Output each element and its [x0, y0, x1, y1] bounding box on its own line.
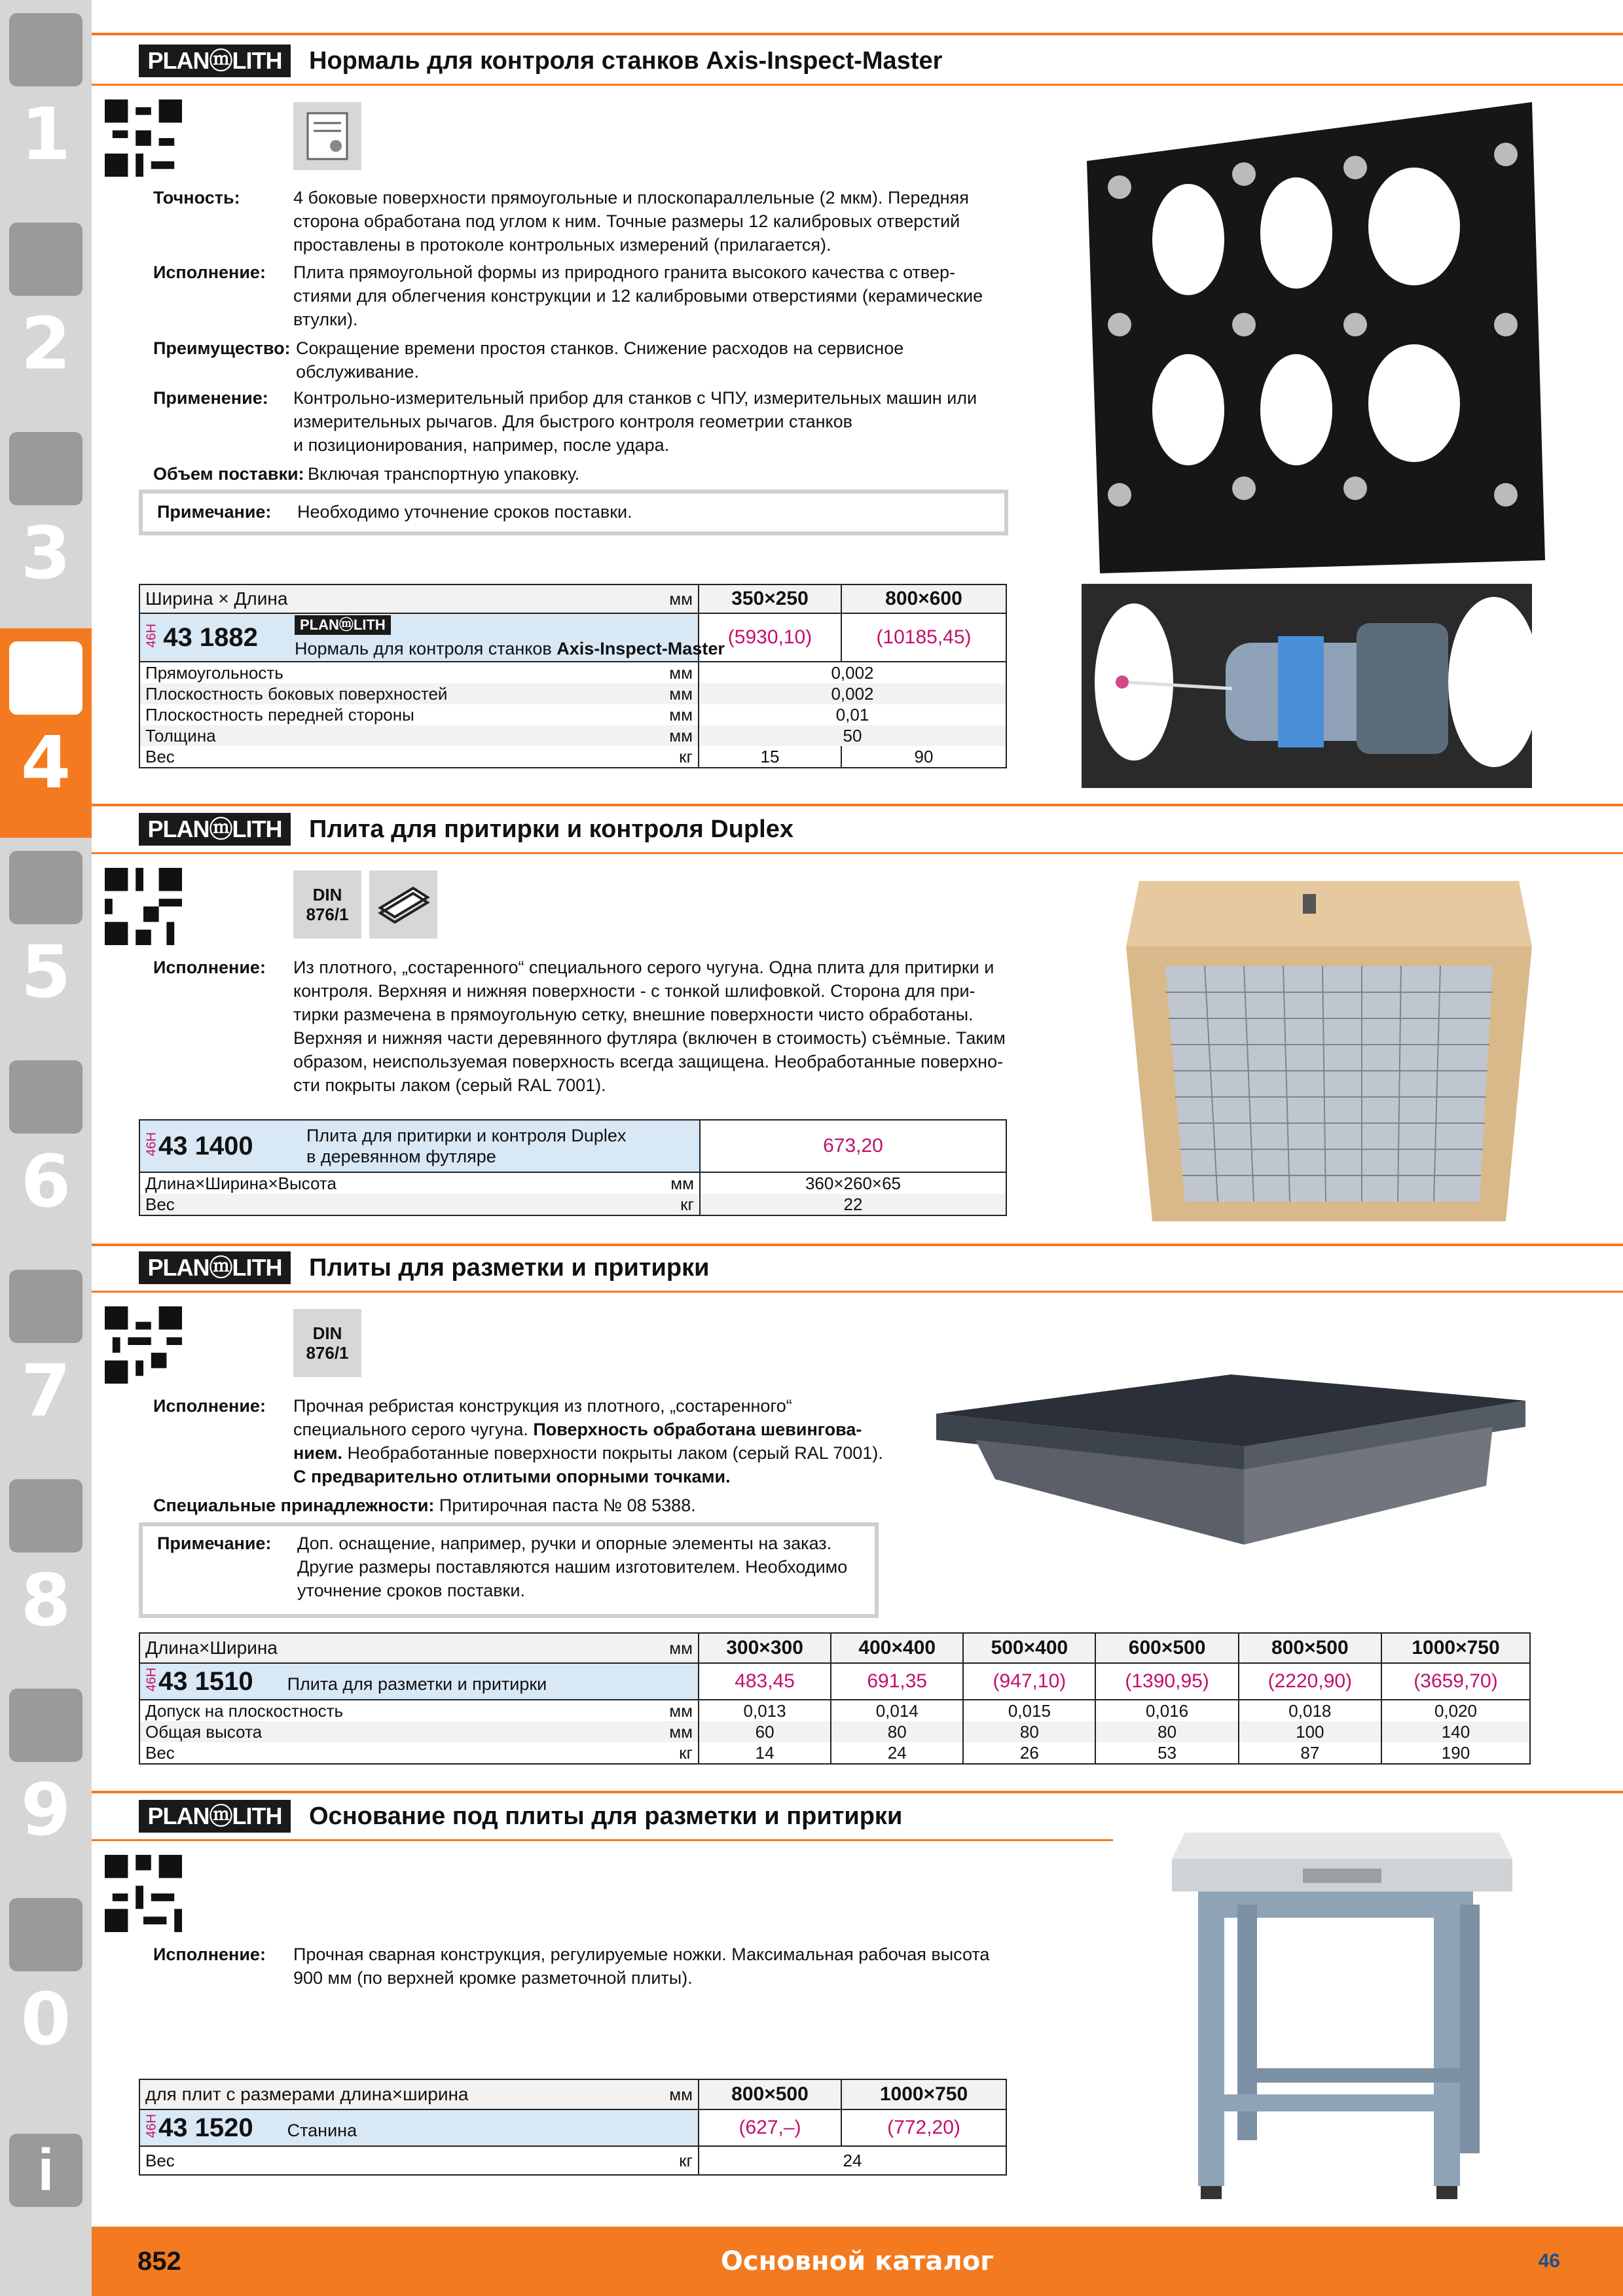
chapter-tab-4[interactable]	[0, 628, 92, 838]
section-title: Нормаль для контроля станков Axis-Inspect-Master	[309, 47, 943, 75]
spec-row-value: 0,020	[1381, 1700, 1530, 1721]
spec-text-advantage: Сокращение времени простоя станков. Снижение расходов на сервисное обслуживание.	[296, 338, 904, 382]
size-header: 600×500	[1095, 1633, 1238, 1663]
insert-icon	[9, 223, 82, 296]
catalog-tag: 46H	[144, 2113, 159, 2138]
size-header: 400×400	[831, 1633, 963, 1663]
spec-text-scope: Включая транспортную упаковку.	[308, 464, 580, 484]
size-header: 800×500	[1239, 1633, 1381, 1663]
chapter-number: 2	[20, 302, 71, 386]
product-image-stand	[1172, 1820, 1512, 2212]
spec-label: Объем поставки:	[153, 464, 304, 484]
chapter-number: 7	[20, 1349, 71, 1433]
article-cell	[139, 613, 725, 662]
spec-row-label: Длина×Ширина×Высота	[145, 1174, 337, 1193]
spec-row-label: Вес	[139, 2146, 609, 2175]
size-header: 350×250	[699, 584, 841, 613]
spec-row-value: 190	[1381, 1742, 1530, 1764]
spec-row	[139, 1172, 700, 1194]
spec-row-unit: кг	[609, 746, 699, 768]
chapter-tab-1[interactable]	[0, 0, 92, 209]
chapter-tab-8[interactable]	[0, 1466, 92, 1676]
catalog-tag: 46H	[144, 1132, 159, 1157]
spec-row-value: 80	[831, 1721, 963, 1742]
chapter-number: 6	[20, 1139, 71, 1223]
chapter-tab-info[interactable]	[0, 2094, 92, 2225]
spec-text-accuracy: 4 боковые поверхности прямоугольные и плоскопараллельные (2 мкм). Передняя сторона обработана под углом к ним. Точные размеры 12 калибровых отверстий проставлены в протоколе контрольных измерений (прилагается).	[293, 188, 969, 255]
section-divider	[92, 33, 1623, 35]
product-name: Плита для разметки и притирки	[287, 1674, 547, 1694]
spec-row-value: 360×260×65	[700, 1172, 1006, 1194]
spec-row-value: 22	[700, 1194, 1006, 1215]
chapter-number: 3	[20, 511, 71, 595]
spec-row-label: Плоскостность боковых поверхностей	[139, 683, 609, 704]
planolith-logo: PLANⓜLITH	[139, 1251, 291, 1284]
spec-row-value: 14	[699, 1742, 831, 1764]
article-number[interactable]: 43 1510	[158, 1666, 253, 1696]
planolith-logo: PLANⓜLITH	[139, 813, 291, 846]
safety-icon	[9, 1898, 82, 1971]
section-title: Плиты для разметки и притирки	[309, 1254, 710, 1282]
spec-text-exec: Прочная сварная конструкция, регулируемые ножки. Максимальная рабочая высота 900 мм (по верхней кромке разметочной плиты).	[293, 1945, 990, 1988]
chapter-tab-3[interactable]	[0, 419, 92, 628]
article-cell	[139, 1663, 699, 1700]
caliper-icon	[9, 641, 82, 715]
spec-row-unit: мм	[669, 705, 693, 725]
chapter-tab-9[interactable]	[0, 1676, 92, 1885]
product-image-axis-inspect-master	[1080, 102, 1552, 573]
article-number[interactable]: 43 1882	[163, 622, 258, 652]
chapter-tab-5[interactable]	[0, 838, 92, 1047]
spec-table-431882	[139, 584, 1007, 768]
page-footer	[92, 2227, 1623, 2296]
spec-row-value: 0,002	[699, 683, 1006, 704]
spec-row	[139, 1194, 700, 1215]
size-header: 500×400	[963, 1633, 1095, 1663]
cabinet-icon	[9, 1689, 82, 1762]
price: (627,–)	[699, 2109, 841, 2146]
spec-table-431520	[139, 2079, 1007, 2176]
note-label: Примечание:	[157, 502, 272, 522]
spec-row-label: Вес	[145, 1194, 175, 1214]
size-header: 800×600	[841, 584, 1006, 613]
price: 673,20	[700, 1120, 1006, 1172]
section-divider	[92, 852, 1623, 854]
price: 483,45	[699, 1663, 831, 1700]
note-box	[139, 490, 1008, 535]
spec-row-label: Общая высота	[139, 1721, 609, 1742]
price: (2220,90)	[1239, 1663, 1381, 1700]
note-box	[139, 1522, 879, 1618]
spec-table-431510	[139, 1632, 1531, 1765]
price: (3659,70)	[1381, 1663, 1530, 1700]
price: (947,10)	[963, 1663, 1095, 1700]
spec-label: Применение:	[153, 388, 268, 408]
info-icon	[9, 2134, 82, 2207]
spec-row-unit: кг	[680, 1194, 694, 1214]
price: (5930,10)	[699, 613, 841, 662]
note-text: Доп. оснащение, например, ручки и опорные элементы на заказ. Другие размеры поставляются нашим изготовителем. Необходимо уточнение сроков поставки.	[297, 1534, 848, 1600]
spec-row-value: 26	[963, 1742, 1095, 1764]
section-divider	[92, 1291, 1623, 1293]
spec-row-value: 0,013	[699, 1700, 831, 1721]
spec-row-unit: кг	[609, 2146, 699, 2175]
drill-icon	[9, 13, 82, 86]
section-title: Плита для притирки и контроля Duplex	[309, 816, 793, 843]
qr-code-icon[interactable]	[105, 1855, 182, 1932]
table-unit: мм	[609, 584, 699, 613]
chapter-number: 4	[20, 721, 71, 804]
spec-row-value: 87	[1239, 1742, 1381, 1764]
spec-row-value: 0,015	[963, 1700, 1095, 1721]
chapter-tab-2[interactable]	[0, 209, 92, 419]
spec-row-unit: мм	[669, 1701, 693, 1721]
planolith-logo-small: PLANⓜLITH	[295, 615, 391, 635]
spec-label: Исполнение:	[153, 1945, 266, 1964]
chapter-number: 8	[20, 1558, 71, 1642]
spec-row-value: 100	[1239, 1721, 1381, 1742]
spec-row-value: 80	[1095, 1721, 1238, 1742]
price: (1390,95)	[1095, 1663, 1238, 1700]
certificate-icon	[293, 102, 361, 170]
note-label: Примечание:	[157, 1534, 272, 1553]
catalog-title: Основной каталог	[720, 2246, 994, 2276]
product-image-surface-plate	[930, 1374, 1532, 1551]
din-badge: DIN 876/1	[293, 870, 361, 939]
table-unit: мм	[609, 2079, 699, 2109]
section-divider	[92, 1244, 1623, 1246]
planolith-logo: PLANⓜLITH	[139, 45, 291, 77]
chapter-tab-0[interactable]	[0, 1885, 92, 2094]
section-divider	[92, 1791, 1623, 1793]
spec-row-value: 140	[1381, 1721, 1530, 1742]
catalog-tag: 46H	[144, 1667, 159, 1692]
size-header: 1000×750	[1381, 1633, 1530, 1663]
size-header: 800×500	[699, 2079, 841, 2109]
saw-blade-icon	[9, 851, 82, 924]
section-title: Основание под плиты для разметки и притирки	[309, 1803, 903, 1830]
spec-text-exec: Плита прямоугольной формы из природного гранита высокого качества с отвер- стиями для облегчения конструкции и 12 калибровыми отверстиями (керамические втулки).	[293, 262, 983, 329]
spec-row-unit: мм	[609, 1721, 699, 1742]
price: 691,35	[831, 1663, 963, 1700]
spec-row-label: Толщина	[139, 725, 609, 746]
section-divider	[92, 1839, 1113, 1841]
spec-text-exec: Из плотного, „состаренного“ специального серого чугуна. Одна плита для притирки и контроля. Верхняя и нижняя поверхности - с тонкой шлифовкой. Сторона для при- тирки размечена в прямоугольную сетку, внешние поверхности чисто обработаны. Верхняя и нижняя части деревянного футляра (включен в стоимость) съёмные. Таким образом, неиспользуемая поверхность всегда защищена. Необработанные поверхно- сти покрыты лаком (серый RAL 7001).	[293, 958, 1006, 1095]
spec-row-label: Прямоугольность	[139, 662, 609, 683]
chuck-icon	[9, 432, 82, 505]
wrench-icon	[9, 1060, 82, 1134]
spec-label: Исполнение:	[153, 958, 266, 977]
article-cell	[139, 1120, 301, 1172]
spec-row-unit: мм	[609, 683, 699, 704]
spec-accessories: Специальные принадлежности: Притирочная паста № 08 5388.	[153, 1496, 696, 1515]
chapter-number: 1	[20, 92, 71, 176]
spec-row-unit: мм	[669, 663, 693, 683]
spec-row-value: 0,016	[1095, 1700, 1238, 1721]
spec-label: Исполнение:	[153, 1396, 266, 1416]
spec-table-431400	[139, 1119, 1007, 1216]
spec-row-value: 0,01	[699, 704, 1006, 725]
chapter-number: 9	[20, 1768, 71, 1852]
chapter-tab-6[interactable]	[0, 1047, 92, 1257]
spec-row-value: 90	[841, 746, 1006, 768]
spec-row-unit: мм	[609, 725, 699, 746]
spec-row-label: Плоскостность передней стороны	[139, 704, 609, 725]
catalog-tag: 46H	[144, 623, 159, 648]
spec-row-value: 50	[699, 725, 1006, 746]
article-number[interactable]: 43 1400	[158, 1131, 253, 1160]
note-text: Необходимо уточнение сроков поставки.	[297, 502, 632, 522]
size-header: 300×300	[699, 1633, 831, 1663]
spec-text-application: Контрольно-измерительный прибор для станков с ЧПУ, измерительных машин или измерительных рычагов. Для быстрого контроля геометрии станков и позиционирования, например, после удара.	[293, 388, 977, 455]
table-header-label: Длина×Ширина	[139, 1633, 609, 1663]
section-divider	[92, 84, 1623, 86]
price: (772,20)	[841, 2109, 1006, 2146]
spec-row-value: 24	[831, 1742, 963, 1764]
qr-code-icon[interactable]	[105, 1306, 182, 1384]
spec-label: Исполнение:	[153, 262, 266, 282]
spec-row-unit: мм	[670, 1174, 694, 1193]
spec-row-value: 0,002	[699, 662, 1006, 683]
section-divider	[92, 804, 1623, 806]
product-name: Станина	[287, 2120, 357, 2140]
info-glyph: i	[37, 2138, 54, 2203]
spec-row-value: 24	[699, 2146, 1006, 2175]
spec-row-value: 0,018	[1239, 1700, 1381, 1721]
spec-row-value: 0,014	[831, 1700, 963, 1721]
spec-row-value: 60	[699, 1721, 831, 1742]
spec-row-value: 80	[963, 1721, 1095, 1742]
spec-label: Точность:	[153, 188, 240, 207]
spec-row-label: Вес	[139, 746, 609, 768]
catalog-code: 46	[1538, 2250, 1560, 2272]
spec-row-value: 15	[699, 746, 841, 768]
spec-text-exec: Прочная ребристая конструкция из плотного, „состаренного“ специального серого чугуна. Поверхность обработана шевингова- нием. Необработанные поверхности покрыты лаком (серый RAL 7001). С предварительно отлитыми опорными точками.	[293, 1396, 883, 1486]
chapter-sidebar	[0, 0, 92, 2296]
table-unit: мм	[609, 1633, 699, 1663]
planolith-logo: PLANⓜLITH	[139, 1800, 291, 1833]
table-header-label: для плит с размерами длина×ширина	[139, 2079, 609, 2109]
article-cell	[139, 2109, 699, 2146]
price: (10185,45)	[841, 613, 1006, 662]
surface-plate-icon	[369, 870, 437, 939]
spec-row-label: Допуск на плоскостность	[139, 1700, 609, 1721]
chapter-tab-7[interactable]	[0, 1257, 92, 1466]
spec-row-value: 53	[1095, 1742, 1238, 1764]
spec-row-unit: кг	[609, 1742, 699, 1764]
pliers-icon	[9, 1270, 82, 1343]
product-name: Нормаль для контроля станков Axis-Inspect-Master	[295, 639, 725, 658]
article-number[interactable]: 43 1520	[158, 2113, 253, 2142]
spec-row-label: Вес	[139, 1742, 609, 1764]
product-image-duplex-plate	[1126, 868, 1532, 1234]
product-image-spindle-probe	[1082, 584, 1532, 788]
qr-code-icon[interactable]	[105, 99, 182, 177]
din-badge: DIN 876/1	[293, 1309, 361, 1377]
qr-code-icon[interactable]	[105, 868, 182, 945]
page-number: 852	[137, 2247, 181, 2276]
chapter-number: 5	[20, 930, 71, 1014]
size-header: 1000×750	[841, 2079, 1006, 2109]
spec-label: Преимущество:	[153, 338, 291, 358]
table-header-label: Ширина × Длина	[139, 584, 609, 613]
product-name: Плита для притирки и контроля Duplex в деревянном футляре	[301, 1120, 700, 1172]
toolcase-icon	[9, 1479, 82, 1552]
chapter-number: 0	[20, 1977, 71, 2061]
